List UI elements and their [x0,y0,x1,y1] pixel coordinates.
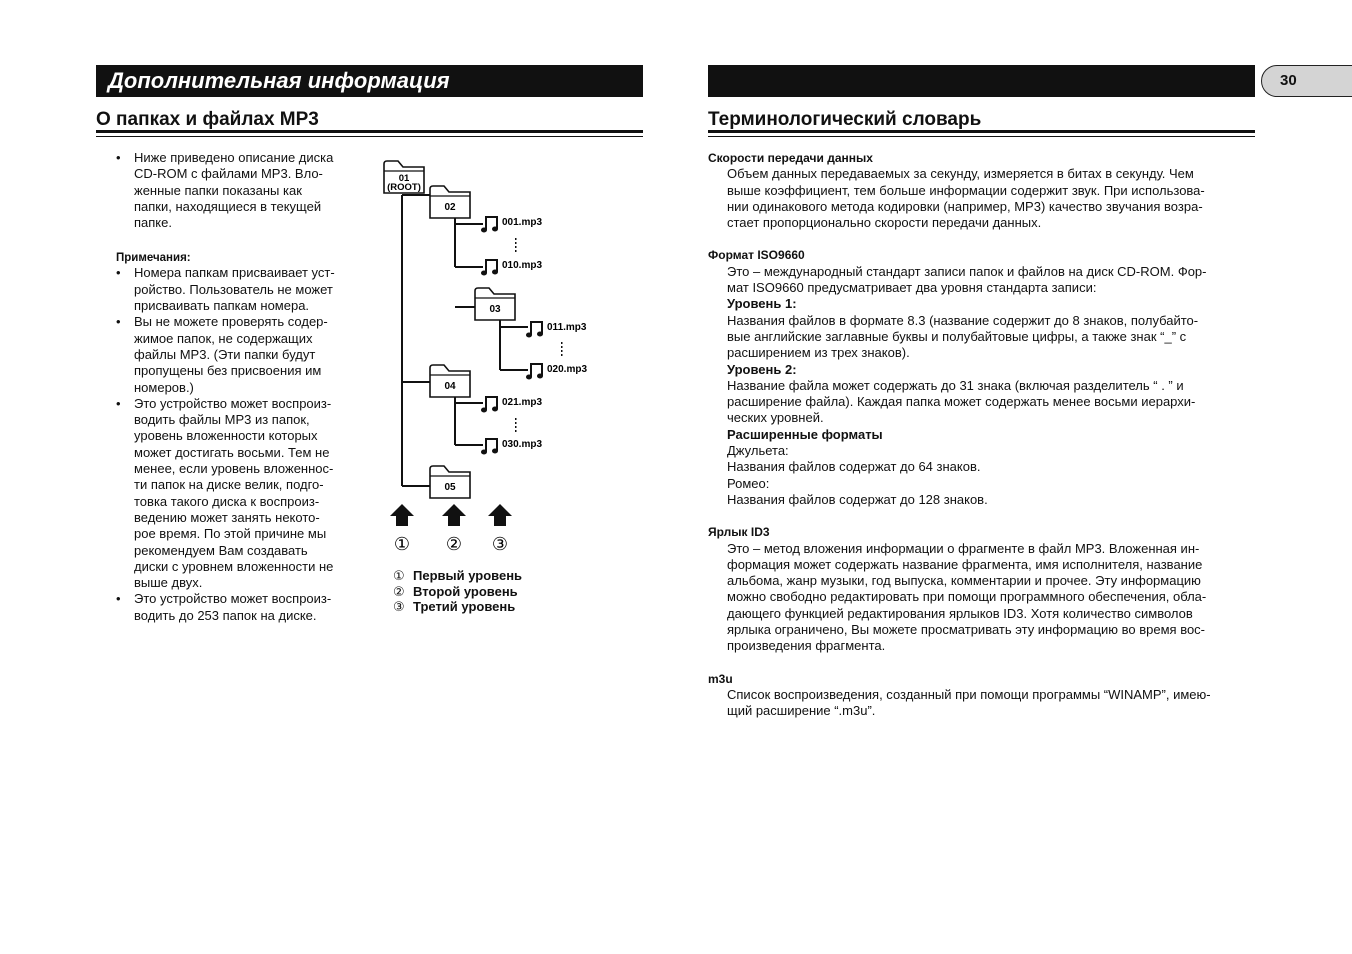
legend-number: ① [393,568,405,583]
term-gap [708,655,1258,671]
note-line: менее, если уровень вложеннос- [134,461,334,477]
glossary-term-title: Ярлык ID3 [708,525,770,540]
note-line: диски с уровнем вложенности не [134,558,334,574]
glossary-line: выше коэффициент, тем больше информации содержит звук. При использова- [727,182,1205,198]
folder-label: 02 [444,202,456,213]
ellipsis-dot [515,426,517,428]
folder-tree-diagram [375,150,625,560]
glossary-line: ческих уровней. [727,410,824,426]
note-item [116,396,361,592]
music-note-head [481,408,487,413]
glossary-term-body [708,264,1258,508]
note-line: товка такого диска к воспроиз- [134,493,320,509]
glossary-term-body [708,687,1258,720]
file-name: 030.mp3 [502,439,543,450]
glossary-line: можно свободно редактировать при помощи программного обеспечения, обла- [727,589,1207,605]
file-name: 020.mp3 [547,364,588,375]
level-arrow-icon [390,504,414,526]
ellipsis-dot [515,250,517,252]
glossary [708,150,1258,720]
section-rule-right [708,130,1255,137]
music-note-head [481,271,487,276]
ellipsis-dot [515,242,517,244]
level-marker: ② [445,534,463,554]
folder-label: 05 [444,482,456,493]
file-name: 011.mp3 [547,322,587,333]
intro-line: CD-ROM с файлами MP3. Вло- [134,166,323,182]
ellipsis-dot [561,346,563,348]
note-line: выше двух. [134,575,203,591]
note-line: водить до 253 папок на диске. [134,607,317,623]
ellipsis-dot [515,246,517,248]
note-line: • Вы не можете проверять содер- [134,314,328,330]
folder-label: 04 [444,381,456,392]
music-note-head [526,333,532,338]
legend-number: ② [393,583,405,599]
section-title-mp3: О папках и файлах MP3 [96,109,319,130]
legend-item [393,584,522,600]
ellipsis-dot [515,422,517,424]
level-marker: ③ [491,534,509,554]
note-line: ти папок на диске велик, подго- [134,477,324,493]
glossary-line: Название файла может содержать до 31 знака (включая разделитель “ . ” и [727,377,1184,393]
file-name: 001.mp3 [502,217,543,228]
note-line: • Номера папкам присваивает уст- [134,265,335,281]
level-legend [393,568,522,615]
glossary-subheading: Уровень 2: [727,361,797,377]
note-line: номеров.) [134,379,194,395]
glossary-term-body [708,541,1258,655]
ellipsis-dot [515,430,517,432]
note-line: • Это устройство может воспроиз- [134,395,332,411]
glossary-line: нии одинакового метода кодировки (например, MP3) качество звучания возра- [727,198,1203,214]
intro-list [116,150,361,231]
note-line: рекомендуем Вам создавать [134,542,308,558]
legend-text: Третий уровень [413,599,516,615]
page-number-tab [1261,65,1352,97]
glossary-line: формация может содержать название фрагмента, имя исполнителя, название [727,556,1203,572]
music-note-head [492,270,498,275]
glossary-line: стает пропорционально скорости передачи данных. [727,215,1042,231]
glossary-line: ярлыка ограничено, Вы можете просматривать эту информацию во время вос- [727,622,1206,638]
folder-label-root: (ROOT) [387,182,421,193]
intro-line: папке. [134,215,172,231]
legend-number: ③ [393,599,405,615]
glossary-line: Названия файлов содержат до 128 знаков. [727,491,988,507]
ellipsis-dot [561,350,563,352]
legend-text: Первый уровень [413,568,523,583]
glossary-line: расширение файла). Каждая папка может содержать менее восьми иерархи- [727,394,1196,410]
intro-item [116,150,361,231]
glossary-term-title: m3u [708,671,733,686]
legend-item [393,599,522,615]
glossary-line: щий расширение “.m3u”. [727,703,876,719]
glossary-line: дающего функцией редактирования ярлыков ID3. Хотя количество символов [727,605,1193,621]
file-name: 021.mp3 [502,397,543,408]
intro-line: • Ниже приведено описание диска [134,150,334,165]
glossary-line: вые английские заглавные буквы и полубайтовые цифры, а также знак “_” с [727,328,1187,344]
file-name: 010.mp3 [502,260,543,271]
section-rule-left [96,130,643,137]
level-arrow-icon [442,504,466,526]
folder-label: 03 [489,304,501,315]
music-note-head [526,375,532,380]
glossary-line: Ромео: [727,475,770,491]
glossary-line: Объем данных передаваемых за секунду, измеряется в битах в секунду. Чем [727,166,1194,182]
note-line: присваивать папкам номера. [134,298,310,314]
note-line: уровень вложенности которых [134,428,318,444]
folder-label: 01 [398,173,410,184]
term-gap [708,508,1258,524]
note-item [116,591,361,624]
glossary-line: Названия файлов в формате 8.3 (название содержит до 8 знаков, полубайто- [727,312,1199,328]
note-line: может достигать восьми. Тем не [134,444,330,460]
glossary-line: альбома, жанр музыки, год выпуска, комментарии и прочее. Эту информацию [727,573,1201,589]
glossary-line: Список воспроизведения, созданный при помощи программы “WINAMP”, имею- [727,686,1211,702]
term-gap [708,231,1258,247]
music-note-head [537,332,543,337]
note-line: ведению может занять некото- [134,509,320,525]
music-note-head [537,374,543,379]
note-line: пропущены без присвоения им [134,363,322,379]
glossary-line: Это – метод вложения информации о фрагменте в файл MP3. Вложенная ин- [727,540,1200,556]
music-note-head [481,450,487,455]
note-line: • Это устройство может воспроиз- [134,591,332,607]
note-line: водить файлы MP3 из папок, [134,412,310,428]
glossary-term-body [708,166,1258,231]
ellipsis-dot [561,342,563,344]
ellipsis-dot [515,418,517,420]
glossary-line: расширением из трех знаков). [727,345,910,361]
music-note-head [492,227,498,232]
intro-line: папки, находящиеся в текущей [134,198,322,214]
level-arrow-icon [488,504,512,526]
note-line: жимое папок, не содержащих [134,330,313,346]
level-marker: ① [393,534,411,554]
legend-item [393,568,522,584]
note-line: рое время. По этой причине мы [134,526,327,542]
notes-heading: Примечания: [116,252,191,265]
note-line: ройство. Пользователь не может [134,281,333,297]
music-note-head [481,228,487,233]
header-bar-right [708,65,1255,97]
glossary-line: произведения фрагмента. [727,638,886,654]
page-number: 30 [1280,72,1297,89]
note-item [116,314,361,395]
glossary-line: мат ISO9660 предусматривает два уровня стандарта записи: [727,280,1097,296]
note-item [116,265,361,314]
glossary-line: Джульета: [727,443,789,459]
music-note-head [492,449,498,454]
notes-list [116,265,361,624]
glossary-line: Это – международный стандарт записи папок и файлов на диск CD-ROM. Фор- [727,263,1207,279]
note-line: файлы MP3. (Эти папки будут [134,346,316,362]
glossary-line: Названия файлов содержат до 64 знаков. [727,459,981,475]
music-note-head [492,407,498,412]
ellipsis-dot [515,238,517,240]
glossary-subheading: Уровень 1: [727,296,797,312]
glossary-term-title: Скорости передачи данных [708,151,873,165]
glossary-subheading: Расширенные форматы [727,426,883,442]
left-column [116,150,361,624]
intro-lines [134,150,361,231]
intro-line: женные папки показаны как [134,182,302,198]
legend-text: Второй уровень [413,583,518,599]
header-bar-left [96,65,643,97]
glossary-term-title: Формат ISO9660 [708,248,805,263]
page-header-title: Дополнительная информация [108,68,450,93]
section-title-glossary: Терминологический словарь [708,109,982,130]
ellipsis-dot [561,354,563,356]
